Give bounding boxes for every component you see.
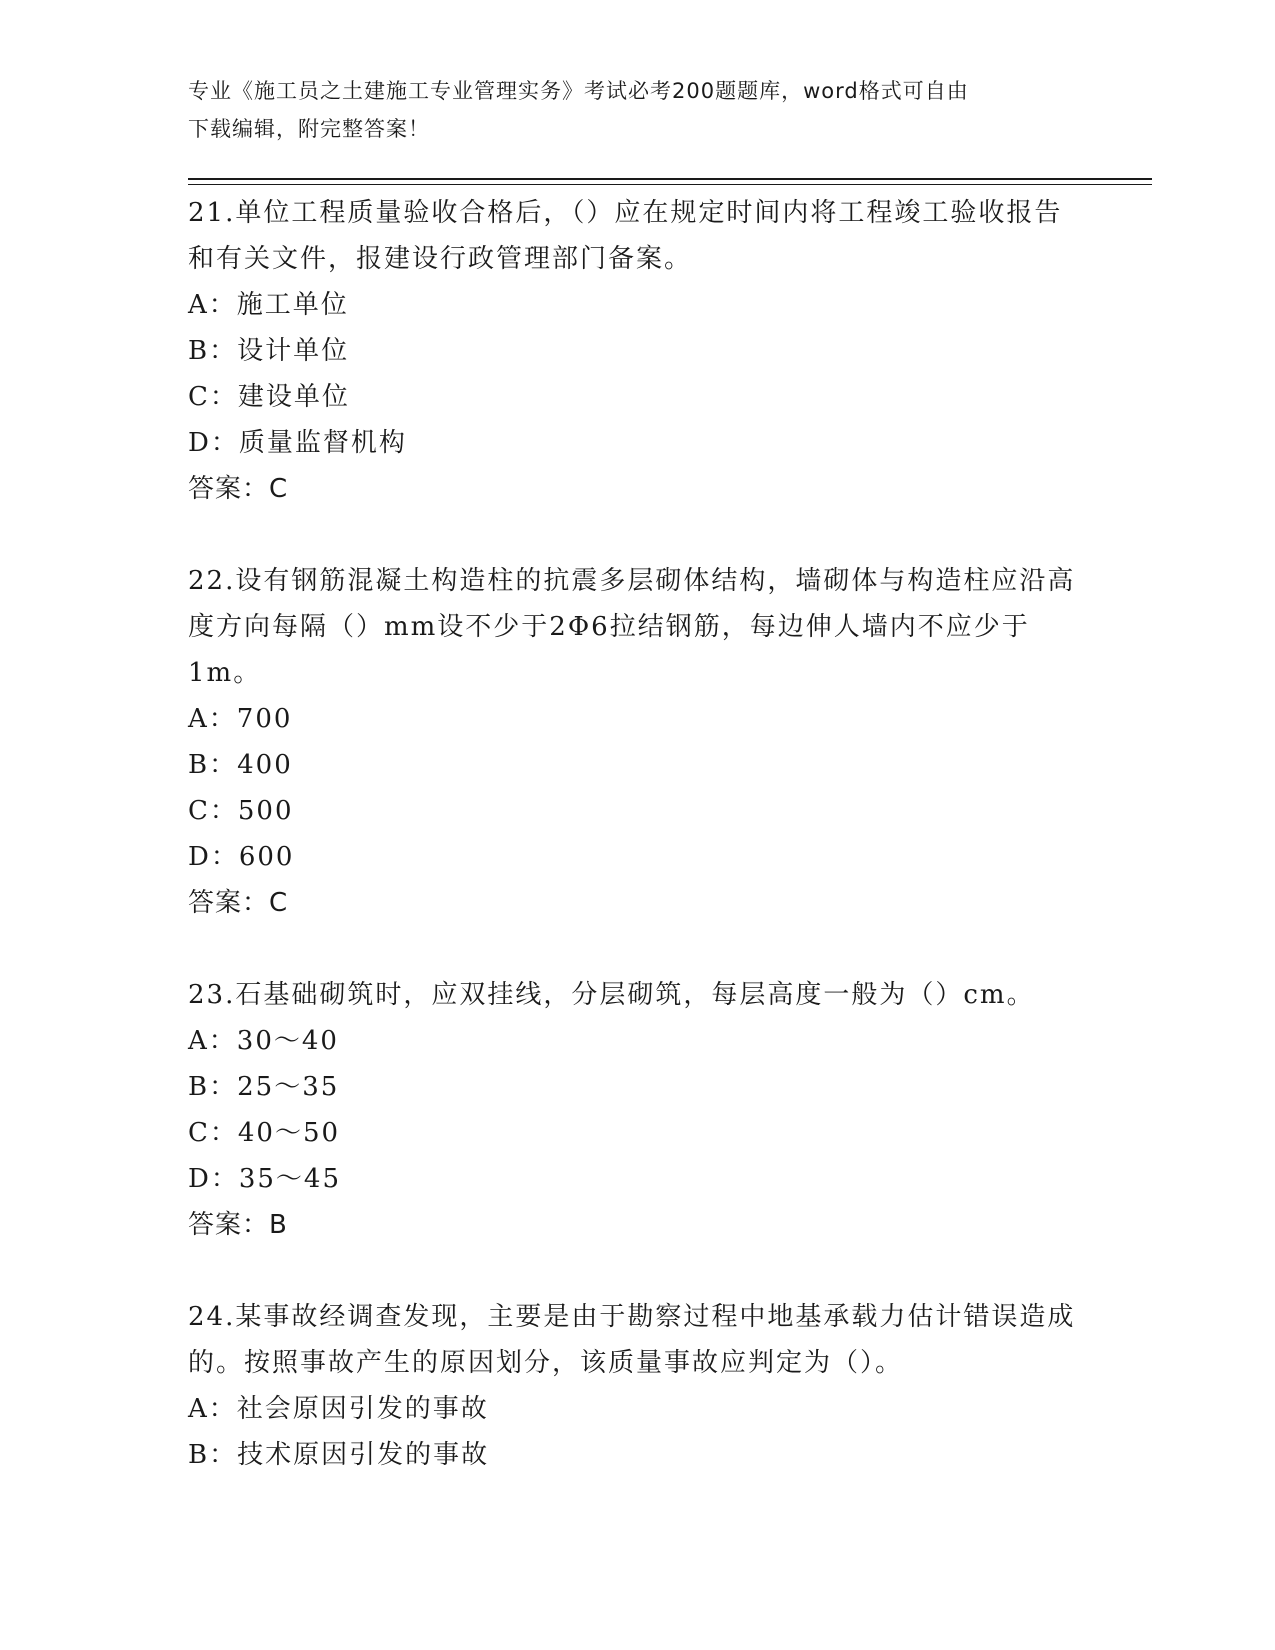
answer: 答案：C xyxy=(188,888,289,918)
option-c: C：建设单位 xyxy=(188,382,350,412)
option-a: A：30～40 xyxy=(188,1026,339,1056)
question-24 xyxy=(188,1294,1088,1478)
option-b: B：400 xyxy=(188,750,293,780)
option-d: D：35～45 xyxy=(188,1164,342,1194)
answer: 答案：B xyxy=(188,1210,288,1240)
option-c: C：500 xyxy=(188,796,294,826)
option-a: A：施工单位 xyxy=(188,290,349,320)
option-c: C：40～50 xyxy=(188,1118,341,1148)
header-divider-thin xyxy=(188,184,1152,185)
question-stem: 22.设有钢筋混凝土构造柱的抗震多层砌体结构，墙砌体与构造柱应沿高度方向每隔（）mm设不少于2Φ6拉结钢筋，每边伸人墙内不应少于1m。 xyxy=(188,566,1076,688)
option-b: B：技术原因引发的事故 xyxy=(188,1440,490,1470)
option-a: A：社会原因引发的事故 xyxy=(188,1394,489,1424)
question-stem: 24.某事故经调查发现，主要是由于勘察过程中地基承载力估计错误造成的。按照事故产生的原因划分，该质量事故应判定为（）。 xyxy=(188,1302,1076,1378)
answer: 答案：C xyxy=(188,474,289,504)
option-d: D：质量监督机构 xyxy=(188,428,407,458)
header-divider-thick xyxy=(188,178,1152,180)
question-21 xyxy=(188,190,1088,512)
option-d: D：600 xyxy=(188,842,295,872)
header-line-1: 专业《施工员之土建施工专业管理实务》考试必考200题题库，word格式可自由 xyxy=(188,79,969,103)
option-b: B：设计单位 xyxy=(188,336,350,366)
question-list xyxy=(188,190,1088,1524)
question-22 xyxy=(188,558,1088,926)
header-line-2: 下载编辑，附完整答案！ xyxy=(188,117,430,141)
question-stem: 21.单位工程质量验收合格后，（）应在规定时间内将工程竣工验收报告和有关文件，报建设行政管理部门备案。 xyxy=(188,198,1063,274)
option-b: B：25～35 xyxy=(188,1072,340,1102)
question-stem: 23.石基础砌筑时，应双挂线，分层砌筑，每层高度一般为（）cm。 xyxy=(188,980,1035,1010)
option-a: A：700 xyxy=(188,704,293,734)
question-23 xyxy=(188,972,1088,1248)
document-header xyxy=(188,72,1068,148)
